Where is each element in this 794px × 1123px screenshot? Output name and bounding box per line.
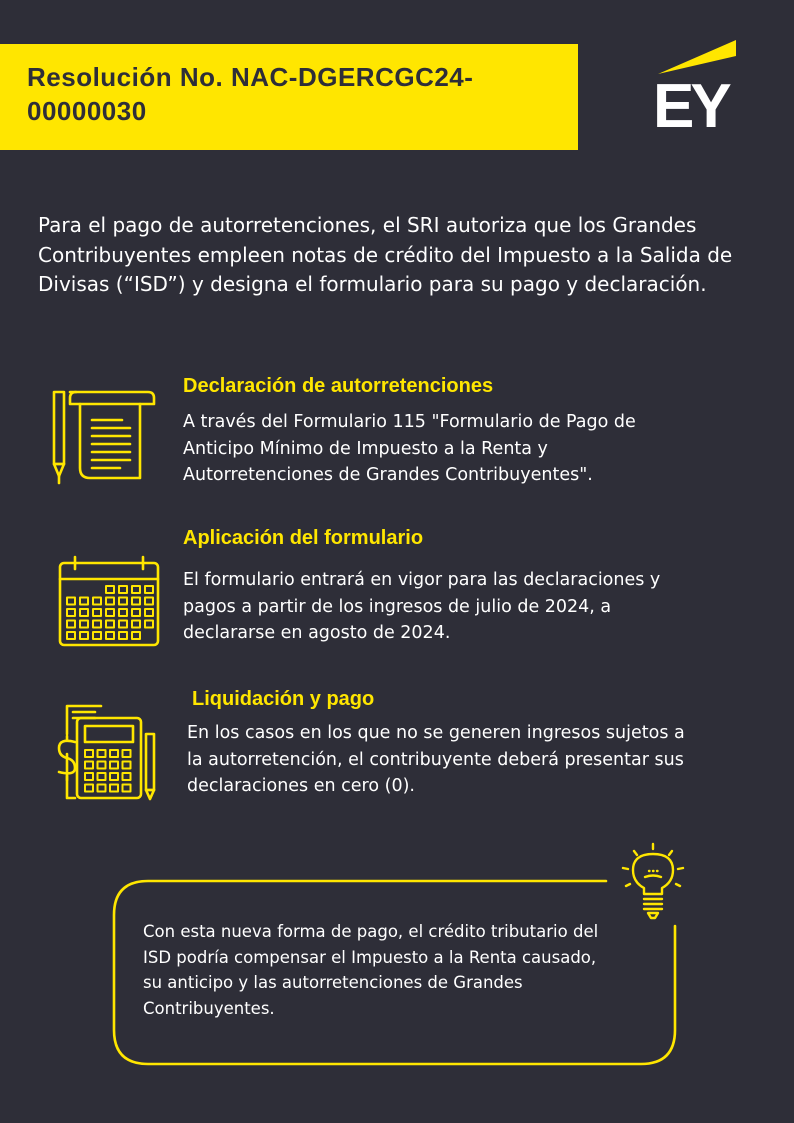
section-heading-liquidacion: Liquidación y pago <box>192 688 375 710</box>
title-line-2: 00000030 <box>27 96 147 126</box>
section-body-liquidacion: En los casos en los que no se generen ingresos sujetos a la autorretención, el contribuyente deberá presentar sus declaraciones en cero (0). <box>187 723 685 796</box>
section-heading-aplicacion: Aplicación del formulario <box>183 527 424 549</box>
callout-text: Con esta nueva forma de pago, el crédito tributario del ISD podría compensar el Impuesto a la Renta causado, su anticipo y las autorretenciones de Grandes Contribuyentes. <box>143 922 599 1018</box>
page-title <box>27 60 547 128</box>
document-pen-icon <box>50 384 158 490</box>
section-heading-declaracion: Declaración de autorretenciones <box>183 375 494 397</box>
ey-logo: EY <box>653 72 728 141</box>
section-body-aplicacion: El formulario entrará en vigor para las declaraciones y pagos a partir de los ingresos de julio de 2024, a declararse en agosto de 2024. <box>183 570 661 643</box>
calculator-tax-icon <box>51 704 161 802</box>
calendar-icon <box>57 553 161 649</box>
title-line-1: Resolución No. NAC-DGERCGC24- <box>27 62 474 92</box>
lightbulb-icon <box>618 842 688 922</box>
intro-paragraph: Para el pago de autorretenciones, el SRI autoriza que los Grandes Contribuyentes empleen notas de crédito del Impuesto a la Salida de Divisas (“ISD”) y designa el formulario para su pago y declaración. <box>38 213 733 296</box>
section-body-declaracion: A través del Formulario 115 "Formulario de Pago de Anticipo Mínimo de Impuesto a la Renta y Autorretenciones de Grandes Contribuyentes". <box>183 412 636 485</box>
